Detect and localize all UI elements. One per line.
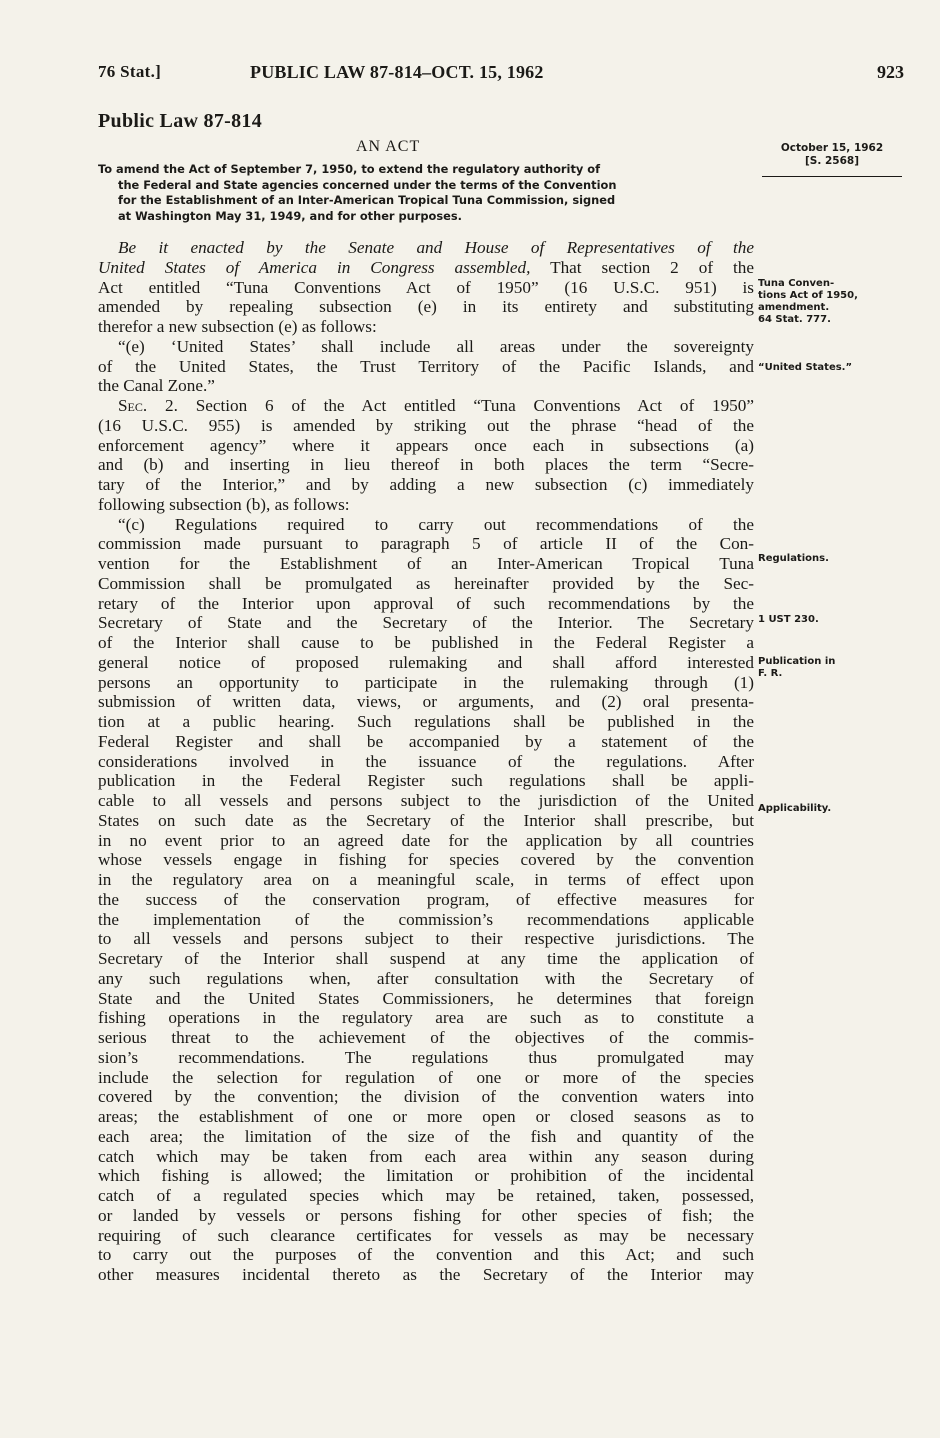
body-line: other measures incidental thereto as the Secretary of the Interior may [98,1265,754,1284]
body-line: tary of the Interior,” and by adding a new subsection (c) immediately [98,475,754,494]
body-line: which fishing is allowed; the limitation or prohibition of the incidental [98,1166,754,1186]
body-line: in the regulatory area on a meaningful scale, in terms of effect upon [98,870,754,889]
body-line: whose vessels engage in fishing for species covered by the convention [98,850,754,870]
purpose-line: at Washington May 31, 1949, and for other purposes. [118,208,462,223]
body-line: include the selection for regulation of one or more of the species [98,1067,754,1087]
margin-note-amendment: Tuna Conven- tions Act of 1950, amendment. 64 Stat. 777. [758,278,858,325]
purpose-line: To amend the Act of September 7, 1950, to extend the regulatory authority of [98,162,601,176]
body-line: the Canal Zone.” [98,376,215,396]
body-line: each area; the limitation of the size of the fish and quantity of the [98,1126,754,1146]
margin-note-ust: 1 UST 230. [758,614,819,625]
body-line: serious threat to the achievement of the objectives of the commis- [98,1028,754,1047]
enacting-clause-rest: That section 2 of the [530,257,754,277]
enactment-date-note [762,142,902,168]
enacting-clause-line [98,258,754,278]
body-line: Federal Register and shall be accompanied by a statement of the [98,731,754,751]
body-line: or landed by vessels or persons fishing for other species of fish; the [98,1205,754,1225]
running-title: PUBLIC LAW 87-814–OCT. 15, 1962 [250,62,544,82]
body-line: “(e) ‘United States’ shall include all areas under the sovereignty [118,336,754,356]
body-line: publication in the Federal Register such regulations shall be appli- [98,771,754,791]
body-line: considerations involved in the issuance of the regulations. After [98,751,754,771]
body-line: sion’s recommendations. The regulations thus promulgated may [98,1047,754,1067]
body-line: vention for the Establishment of an Inter-American Tropical Tuna [98,554,754,573]
margin-divider [762,176,902,177]
body-line: Sec. 2. Section 6 of the Act entitled “Tuna Conventions Act of 1950” [118,396,754,415]
enactment-date: October 15, 1962 [780,142,884,154]
body-line: the success of the conservation program, of effective measures for [98,889,754,909]
body-line: therefor a new subsection (e) as follows: [98,317,377,336]
body-line: and (b) and inserting in lieu thereof in both places the term “Secre- [98,455,754,475]
margin-note-publication: Publication in F. R. [758,656,836,679]
body-line: general notice of proposed rulemaking and shall afford interested [98,652,754,672]
body-line: “(c) Regulations required to carry out recommendations of the [118,514,754,534]
body-line: enforcement agency” where it appears once each in subsections (a) [98,435,754,455]
body-line: tion at a public hearing. Such regulations shall be published in the [98,712,754,731]
body-line: States on such date as the Secretary of the Interior shall prescribe, but [98,810,754,830]
body-line: cable to all vessels and persons subject to the jurisdiction of the United [98,791,754,810]
body-line: catch which may be taken from each area within any season during [98,1146,754,1166]
body-line: (16 U.S.C. 955) is amended by striking out the phrase “head of the [98,415,754,435]
body-line: submission of written data, views, or arguments, and (2) oral presenta- [98,692,754,712]
body-line: Secretary of the Interior shall suspend at any time the application of [98,949,754,968]
act-heading: AN ACT [356,138,421,155]
body-line: to all vessels and persons subject to their respective jurisdictions. The [98,929,754,949]
body-line: any such regulations when, after consultation with the Secretary of [98,968,754,988]
act-purpose [98,162,752,224]
body-line: requiring of such clearance certificates for vessels as may be necessary [98,1225,754,1245]
body-line: amended by repealing subsection (e) in its entirety and substituting [98,297,754,317]
body-line: fishing operations in the regulatory area are such as to constitute a [98,1008,754,1028]
body-line: in no event prior to an agreed date for the application by all countries [98,830,754,850]
body-line: Secretary of State and the Secretary of the Interior. The Secretary [98,613,754,633]
act-body [98,238,754,1285]
enacting-clause-italic: United States of America in Congress assembled, [98,257,531,277]
body-line: Act entitled “Tuna Conventions Act of 1950” (16 U.S.C. 951) is [98,277,754,297]
body-line: following subsection (b), as follows: [98,494,350,514]
body-line: catch of a regulated species which may be retained, taken, possessed, [98,1186,754,1205]
law-number: Public Law 87-814 [98,110,262,132]
body-line: of the United States, the Trust Territory of the Pacific Islands, and [98,356,754,376]
body-line: retary of the Interior upon approval of such recommendations by the [98,593,754,613]
purpose-line: for the Establishment of an Inter-American Tropical Tuna Commission, signed [118,193,616,208]
body-line: areas; the establishment of one or more open or closed seasons as to [98,1107,754,1126]
purpose-line: the Federal and State agencies concerned under the terms of the Convention [118,177,617,192]
body-line: of the Interior shall cause to be published in the Federal Register a [98,633,754,652]
margin-note-united-states: “United States.” [758,362,853,373]
margin-note-applicability: Applicability. [758,803,832,814]
enacting-clause-line: Be it enacted by the Senate and House of Representatives of the [118,238,754,257]
body-line: Commission shall be promulgated as hereinafter provided by the Sec- [98,573,754,593]
body-line: commission made pursuant to paragraph 5 of article II of the Con- [98,534,754,554]
page-number: 923 [877,62,904,82]
running-head [98,62,908,86]
body-line: State and the United States Commissioners, he determines that foreign [98,988,754,1008]
body-line: to carry out the purposes of the convention and this Act; and such [98,1245,754,1265]
body-line: covered by the convention; the division of the convention waters into [98,1087,754,1107]
body-line: the implementation of the commission’s recommendations applicable [98,909,754,929]
volume-reference: 76 Stat.] [98,62,162,81]
body-line: persons an opportunity to participate in the rulemaking through (1) [98,672,754,692]
section-marker: Sec. [118,396,148,415]
margin-note-regulations: Regulations. [758,553,829,564]
bill-number: [S. 2568] [804,155,860,167]
